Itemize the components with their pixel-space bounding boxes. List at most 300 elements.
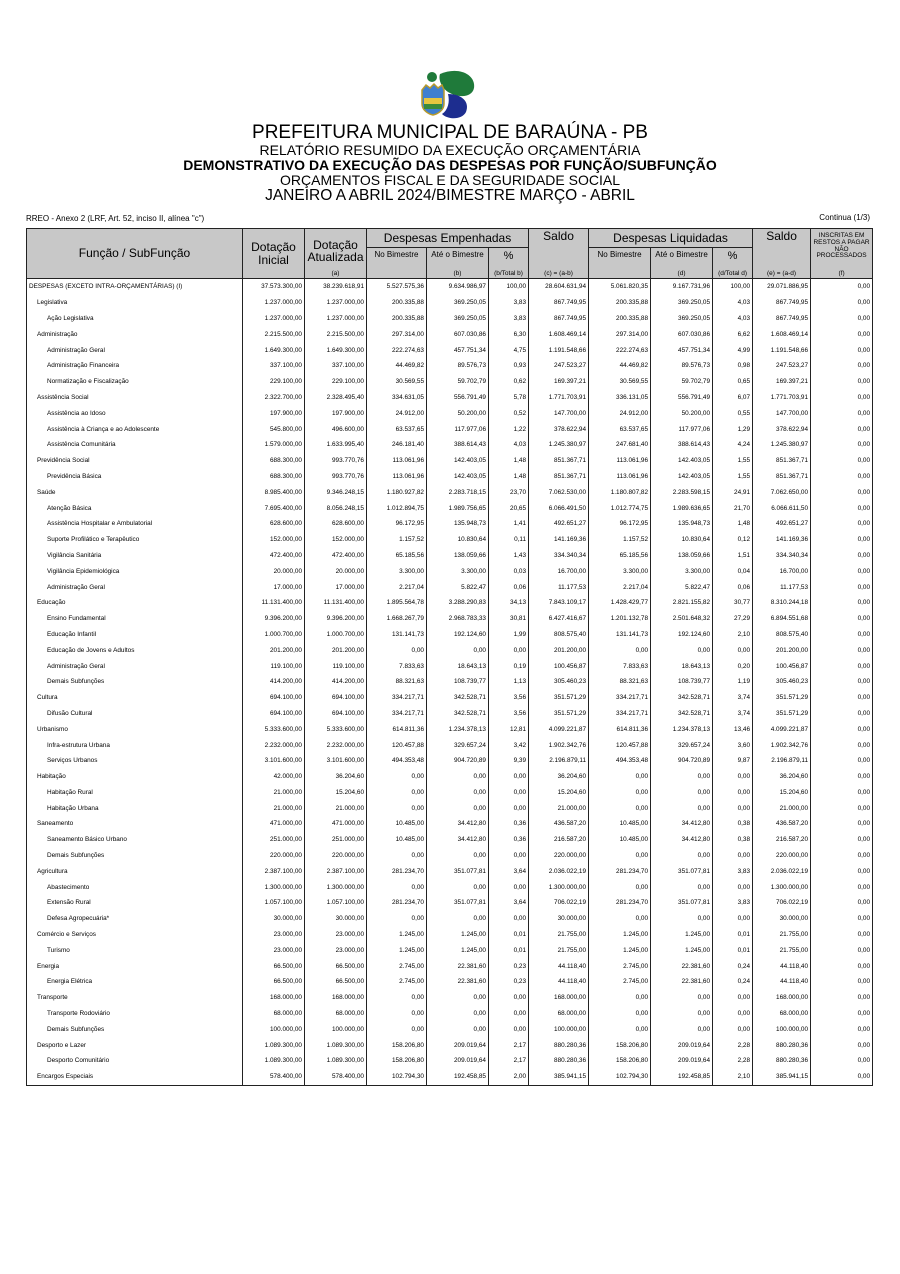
cell-dotacao-atualizada: 628.600,00 [305,516,367,532]
cell-saldo-c: 385.941,15 [529,1069,589,1085]
cell-empenhadas-pct: 0,00 [489,642,529,658]
table-row [27,469,873,485]
cell-empenhadas-no-bimestre: 1.668.267,79 [367,611,427,627]
table-row [27,611,873,627]
cell-liquidadas-no-bimestre: 24.912,00 [589,405,651,421]
cell-dotacao-atualizada: 197.900,00 [305,405,367,421]
cell-empenhadas-ate-bimestre: 342.528,71 [427,706,489,722]
cell-empenhadas-no-bimestre: 281.234,70 [367,863,427,879]
header-despesas-liquidadas: Despesas Liquidadas [589,229,753,248]
cell-saldo-c: 378.622,94 [529,421,589,437]
cell-empenhadas-no-bimestre: 281.234,70 [367,895,427,911]
row-label: Demais Subfunções [27,848,243,864]
cell-empenhadas-ate-bimestre: 10.830,64 [427,532,489,548]
row-label: Ensino Fundamental [27,611,243,627]
cell-liquidadas-pct: 1,19 [713,674,753,690]
cell-inscritas-rp: 0,00 [811,895,873,911]
header-liq-no-bimestre: No Bimestre [589,248,651,265]
cell-saldo-c: 216.587,20 [529,832,589,848]
cell-saldo-c: 36.204,60 [529,769,589,785]
cell-liquidadas-ate-bimestre: 209.019,64 [651,1037,713,1053]
cell-empenhadas-no-bimestre: 0,00 [367,1021,427,1037]
cell-liquidadas-ate-bimestre: 342.528,71 [651,706,713,722]
cell-empenhadas-ate-bimestre: 0,00 [427,1006,489,1022]
cell-empenhadas-no-bimestre: 297.314,00 [367,326,427,342]
cell-dotacao-atualizada: 68.000,00 [305,1006,367,1022]
cell-empenhadas-no-bimestre: 113.061,96 [367,453,427,469]
cell-inscritas-rp: 0,00 [811,990,873,1006]
cell-liquidadas-pct: 0,38 [713,832,753,848]
cell-dotacao-inicial: 688.300,00 [243,453,305,469]
table-row [27,484,873,500]
cell-inscritas-rp: 0,00 [811,548,873,564]
cell-liquidadas-pct: 6,07 [713,390,753,406]
cell-inscritas-rp: 0,00 [811,279,873,295]
cell-liquidadas-ate-bimestre: 351.077,81 [651,863,713,879]
cell-inscritas-rp: 0,00 [811,974,873,990]
cell-empenhadas-no-bimestre: 158.206,80 [367,1037,427,1053]
cell-saldo-c: 100.456,87 [529,658,589,674]
cell-liquidadas-no-bimestre: 200.335,88 [589,295,651,311]
cell-inscritas-rp: 0,00 [811,374,873,390]
cell-empenhadas-no-bimestre: 113.061,96 [367,469,427,485]
cell-inscritas-rp: 0,00 [811,563,873,579]
cell-dotacao-atualizada: 578.400,00 [305,1069,367,1085]
cell-empenhadas-pct: 23,70 [489,484,529,500]
cell-dotacao-inicial: 472.400,00 [243,548,305,564]
header-note-f: (f) [811,264,873,279]
row-label: Administração Geral [27,342,243,358]
cell-liquidadas-pct: 0,00 [713,642,753,658]
table-row [27,563,873,579]
expenses-table [26,228,873,1086]
cell-dotacao-atualizada: 9.396.200,00 [305,611,367,627]
cell-dotacao-inicial: 1.237.000,00 [243,295,305,311]
row-label: Demais Subfunções [27,1021,243,1037]
row-label: Previdência Social [27,453,243,469]
table-row [27,753,873,769]
cell-dotacao-atualizada: 2.328.495,40 [305,390,367,406]
cell-empenhadas-ate-bimestre: 3.288.290,83 [427,595,489,611]
cell-empenhadas-pct: 0,23 [489,974,529,990]
cell-empenhadas-ate-bimestre: 142.403,05 [427,469,489,485]
cell-dotacao-inicial: 3.101.600,00 [243,753,305,769]
cell-saldo-c: 1.771.703,91 [529,390,589,406]
cell-dotacao-inicial: 201.200,00 [243,642,305,658]
cell-empenhadas-pct: 3,83 [489,295,529,311]
cell-saldo-e: 16.700,00 [753,563,811,579]
cell-liquidadas-no-bimestre: 494.353,48 [589,753,651,769]
cell-inscritas-rp: 0,00 [811,453,873,469]
cell-empenhadas-ate-bimestre: 457.751,34 [427,342,489,358]
row-label: Saúde [27,484,243,500]
cell-liquidadas-no-bimestre: 1.245,00 [589,942,651,958]
cell-dotacao-inicial: 30.000,00 [243,911,305,927]
row-label: Assistência Comunitária [27,437,243,453]
cell-liquidadas-no-bimestre: 1.201.132,78 [589,611,651,627]
row-label: Administração Financeira [27,358,243,374]
cell-empenhadas-ate-bimestre: 34.412,80 [427,816,489,832]
cell-empenhadas-no-bimestre: 24.912,00 [367,405,427,421]
cell-saldo-e: 1.771.703,91 [753,390,811,406]
cell-liquidadas-no-bimestre: 0,00 [589,800,651,816]
cell-liquidadas-ate-bimestre: 34.412,80 [651,816,713,832]
cell-dotacao-inicial: 628.600,00 [243,516,305,532]
cell-empenhadas-pct: 0,00 [489,848,529,864]
cell-saldo-e: 100.456,87 [753,658,811,674]
cell-empenhadas-no-bimestre: 65.185,56 [367,548,427,564]
cell-saldo-e: 44.118,40 [753,974,811,990]
cell-saldo-c: 305.460,23 [529,674,589,690]
cell-liquidadas-no-bimestre: 297.314,00 [589,326,651,342]
row-label: Atenção Básica [27,500,243,516]
cell-liquidadas-ate-bimestre: 904.720,89 [651,753,713,769]
table-row [27,405,873,421]
row-label: Administração Geral [27,658,243,674]
cell-liquidadas-ate-bimestre: 0,00 [651,800,713,816]
cell-liquidadas-pct: 3,83 [713,895,753,911]
cell-inscritas-rp: 0,00 [811,516,873,532]
cell-dotacao-atualizada: 100.000,00 [305,1021,367,1037]
table-row [27,737,873,753]
row-label: Urbanismo [27,721,243,737]
cell-empenhadas-pct: 6,30 [489,326,529,342]
cell-dotacao-inicial: 2.232.000,00 [243,737,305,753]
table-row [27,974,873,990]
cell-liquidadas-no-bimestre: 2.745,00 [589,974,651,990]
table-row [27,958,873,974]
table-row [27,326,873,342]
cell-dotacao-atualizada: 30.000,00 [305,911,367,927]
cell-empenhadas-ate-bimestre: 369.250,05 [427,295,489,311]
cell-inscritas-rp: 0,00 [811,848,873,864]
cell-liquidadas-ate-bimestre: 142.403,05 [651,469,713,485]
cell-empenhadas-pct: 1,99 [489,627,529,643]
cell-saldo-c: 68.000,00 [529,1006,589,1022]
cell-saldo-e: 492.651,27 [753,516,811,532]
cell-saldo-e: 378.622,94 [753,421,811,437]
cell-liquidadas-pct: 0,00 [713,911,753,927]
table-row [27,390,873,406]
cell-empenhadas-no-bimestre: 334.217,71 [367,706,427,722]
cell-liquidadas-no-bimestre: 44.469,82 [589,358,651,374]
cell-empenhadas-ate-bimestre: 1.245,00 [427,927,489,943]
cell-empenhadas-no-bimestre: 0,00 [367,642,427,658]
cell-saldo-e: 851.367,71 [753,453,811,469]
cell-saldo-c: 1.191.548,66 [529,342,589,358]
cell-dotacao-inicial: 471.000,00 [243,816,305,832]
table-row [27,942,873,958]
cell-empenhadas-pct: 0,00 [489,879,529,895]
cell-saldo-e: 21.755,00 [753,927,811,943]
cell-saldo-e: 220.000,00 [753,848,811,864]
table-row [27,548,873,564]
table-row [27,437,873,453]
cell-inscritas-rp: 0,00 [811,358,873,374]
cell-saldo-e: 351.571,29 [753,706,811,722]
cell-dotacao-atualizada: 17.000,00 [305,579,367,595]
cell-liquidadas-no-bimestre: 334.217,71 [589,690,651,706]
cell-liquidadas-pct: 100,00 [713,279,753,295]
cell-inscritas-rp: 0,00 [811,421,873,437]
row-label: Suporte Profilático e Terapêutico [27,532,243,548]
cell-empenhadas-pct: 0,62 [489,374,529,390]
table-row [27,769,873,785]
cell-saldo-e: 1.245.380,97 [753,437,811,453]
cell-inscritas-rp: 0,00 [811,405,873,421]
cell-saldo-e: 168.000,00 [753,990,811,1006]
cell-empenhadas-pct: 0,00 [489,785,529,801]
cell-dotacao-inicial: 1.300.000,00 [243,879,305,895]
table-row [27,721,873,737]
cell-saldo-c: 1.902.342,76 [529,737,589,753]
cell-liquidadas-ate-bimestre: 369.250,05 [651,311,713,327]
cell-empenhadas-no-bimestre: 0,00 [367,785,427,801]
row-label: Defesa Agropecuária* [27,911,243,927]
row-label: Habitação [27,769,243,785]
header-funcao: Função / SubFunção [27,229,243,279]
cell-dotacao-inicial: 229.100,00 [243,374,305,390]
cell-liquidadas-pct: 0,12 [713,532,753,548]
cell-empenhadas-pct: 0,00 [489,1021,529,1037]
cell-liquidadas-ate-bimestre: 18.643,13 [651,658,713,674]
cell-saldo-c: 44.118,40 [529,974,589,990]
cell-inscritas-rp: 0,00 [811,785,873,801]
legal-reference: RREO - Anexo 2 (LRF, Art. 52, inciso II, alínea "c") [26,214,205,223]
cell-empenhadas-ate-bimestre: 142.403,05 [427,453,489,469]
cell-inscritas-rp: 0,00 [811,879,873,895]
row-label: Demais Subfunções [27,674,243,690]
cell-liquidadas-no-bimestre: 0,00 [589,1006,651,1022]
cell-empenhadas-ate-bimestre: 9.634.986,97 [427,279,489,295]
cell-empenhadas-ate-bimestre: 369.250,05 [427,311,489,327]
cell-liquidadas-pct: 1,48 [713,516,753,532]
cell-saldo-c: 100.000,00 [529,1021,589,1037]
cell-empenhadas-ate-bimestre: 2.283.718,15 [427,484,489,500]
cell-empenhadas-no-bimestre: 0,00 [367,769,427,785]
table-row [27,627,873,643]
cell-dotacao-atualizada: 1.237.000,00 [305,295,367,311]
cell-empenhadas-pct: 0,01 [489,942,529,958]
cell-liquidadas-no-bimestre: 113.061,96 [589,469,651,485]
cell-dotacao-inicial: 17.000,00 [243,579,305,595]
cell-saldo-c: 141.169,36 [529,532,589,548]
cell-liquidadas-ate-bimestre: 457.751,34 [651,342,713,358]
cell-dotacao-inicial: 66.500,00 [243,958,305,974]
cell-empenhadas-no-bimestre: 2.745,00 [367,974,427,990]
cell-empenhadas-pct: 2,00 [489,1069,529,1085]
cell-liquidadas-pct: 4,99 [713,342,753,358]
cell-liquidadas-pct: 0,00 [713,785,753,801]
cell-saldo-e: 6.894.551,68 [753,611,811,627]
cell-saldo-c: 334.340,34 [529,548,589,564]
cell-inscritas-rp: 0,00 [811,532,873,548]
cell-saldo-e: 11.177,53 [753,579,811,595]
cell-empenhadas-no-bimestre: 1.895.564,78 [367,595,427,611]
cell-dotacao-atualizada: 119.100,00 [305,658,367,674]
cell-dotacao-inicial: 21.000,00 [243,785,305,801]
cell-empenhadas-no-bimestre: 494.353,48 [367,753,427,769]
cell-inscritas-rp: 0,00 [811,1021,873,1037]
cell-dotacao-atualizada: 20.000,00 [305,563,367,579]
cell-empenhadas-no-bimestre: 2.217,04 [367,579,427,595]
cell-liquidadas-no-bimestre: 0,00 [589,911,651,927]
row-label: Administração [27,326,243,342]
cell-saldo-c: 201.200,00 [529,642,589,658]
cell-empenhadas-no-bimestre: 200.335,88 [367,295,427,311]
cell-liquidadas-pct: 0,00 [713,769,753,785]
cell-empenhadas-ate-bimestre: 192.124,60 [427,627,489,643]
cell-empenhadas-ate-bimestre: 1.245,00 [427,942,489,958]
header-note-b: (b) [427,264,489,279]
row-label: Ação Legislativa [27,311,243,327]
cell-dotacao-atualizada: 1.237.000,00 [305,311,367,327]
row-label: Vigilância Sanitária [27,548,243,564]
header-liq-pct: % [713,248,753,265]
cell-liquidadas-ate-bimestre: 1.234.378,13 [651,721,713,737]
row-label: Educação Infantil [27,627,243,643]
cell-saldo-c: 30.000,00 [529,911,589,927]
cell-dotacao-atualizada: 2.387.100,00 [305,863,367,879]
cell-dotacao-inicial: 21.000,00 [243,800,305,816]
table-row [27,500,873,516]
cell-liquidadas-ate-bimestre: 9.167.731,96 [651,279,713,295]
cell-empenhadas-ate-bimestre: 342.528,71 [427,690,489,706]
header-saldo-e: Saldo [753,229,811,265]
cell-liquidadas-no-bimestre: 614.811,36 [589,721,651,737]
cell-empenhadas-ate-bimestre: 607.030,86 [427,326,489,342]
row-label: Extensão Rural [27,895,243,911]
cell-saldo-e: 100.000,00 [753,1021,811,1037]
cell-empenhadas-pct: 1,22 [489,421,529,437]
cell-liquidadas-no-bimestre: 281.234,70 [589,895,651,911]
row-label: Desporto e Lazer [27,1037,243,1053]
cell-dotacao-atualizada: 2.215.500,00 [305,326,367,342]
cell-dotacao-inicial: 1.000.700,00 [243,627,305,643]
cell-empenhadas-ate-bimestre: 209.019,64 [427,1053,489,1069]
cell-liquidadas-pct: 0,00 [713,1021,753,1037]
cell-saldo-e: 7.062.650,00 [753,484,811,500]
cell-dotacao-inicial: 1.649.300,00 [243,342,305,358]
cell-liquidadas-no-bimestre: 120.457,88 [589,737,651,753]
cell-liquidadas-pct: 13,46 [713,721,753,737]
cell-liquidadas-no-bimestre: 336.131,05 [589,390,651,406]
cell-saldo-e: 36.204,60 [753,769,811,785]
cell-saldo-c: 880.280,36 [529,1037,589,1053]
cell-empenhadas-no-bimestre: 63.537,65 [367,421,427,437]
cell-saldo-e: 867.749,95 [753,295,811,311]
cell-empenhadas-no-bimestre: 1.157,52 [367,532,427,548]
cell-empenhadas-ate-bimestre: 329.657,24 [427,737,489,753]
table-row [27,453,873,469]
cell-saldo-e: 216.587,20 [753,832,811,848]
cell-saldo-e: 29.071.886,95 [753,279,811,295]
table-row [27,358,873,374]
cell-saldo-e: 68.000,00 [753,1006,811,1022]
cell-liquidadas-no-bimestre: 334.217,71 [589,706,651,722]
cell-saldo-e: 2.196.879,11 [753,753,811,769]
table-row [27,1069,873,1085]
row-label: Legislativa [27,295,243,311]
cell-liquidadas-pct: 30,77 [713,595,753,611]
cell-empenhadas-ate-bimestre: 3.300,00 [427,563,489,579]
cell-saldo-c: 706.022,19 [529,895,589,911]
cell-saldo-e: 1.902.342,76 [753,737,811,753]
cell-empenhadas-ate-bimestre: 556.791,49 [427,390,489,406]
cell-dotacao-atualizada: 472.400,00 [305,548,367,564]
cell-liquidadas-pct: 0,24 [713,974,753,990]
cell-empenhadas-ate-bimestre: 0,00 [427,769,489,785]
cell-liquidadas-pct: 0,38 [713,816,753,832]
cell-liquidadas-pct: 2,28 [713,1053,753,1069]
cell-saldo-e: 6.066.611,50 [753,500,811,516]
table-row [27,1037,873,1053]
cell-liquidadas-pct: 2,28 [713,1037,753,1053]
cell-liquidadas-ate-bimestre: 607.030,86 [651,326,713,342]
cell-inscritas-rp: 0,00 [811,721,873,737]
cell-liquidadas-ate-bimestre: 209.019,64 [651,1053,713,1069]
cell-liquidadas-ate-bimestre: 0,00 [651,642,713,658]
cell-liquidadas-no-bimestre: 3.300,00 [589,563,651,579]
cell-liquidadas-ate-bimestre: 142.403,05 [651,453,713,469]
cell-liquidadas-ate-bimestre: 2.501.648,32 [651,611,713,627]
cell-dotacao-inicial: 545.800,00 [243,421,305,437]
cell-inscritas-rp: 0,00 [811,1006,873,1022]
cell-liquidadas-no-bimestre: 158.206,80 [589,1053,651,1069]
cell-saldo-e: 1.300.000,00 [753,879,811,895]
cell-empenhadas-no-bimestre: 2.745,00 [367,958,427,974]
row-label: Energia Elétrica [27,974,243,990]
cell-empenhadas-no-bimestre: 120.457,88 [367,737,427,753]
cell-empenhadas-no-bimestre: 102.794,30 [367,1069,427,1085]
cell-dotacao-inicial: 168.000,00 [243,990,305,1006]
row-label: Energia [27,958,243,974]
header-note-d-total: (d/Total d) [713,264,753,279]
cell-empenhadas-pct: 0,36 [489,816,529,832]
cell-saldo-e: 247.523,27 [753,358,811,374]
cell-empenhadas-ate-bimestre: 388.614,43 [427,437,489,453]
cell-liquidadas-pct: 1,55 [713,453,753,469]
cell-dotacao-inicial: 119.100,00 [243,658,305,674]
cell-saldo-c: 1.608.469,14 [529,326,589,342]
cell-liquidadas-ate-bimestre: 1.245,00 [651,927,713,943]
cell-liquidadas-pct: 0,20 [713,658,753,674]
row-label: DESPESAS (EXCETO INTRA-ORÇAMENTÁRIAS) (I) [27,279,243,295]
cell-saldo-c: 147.700,00 [529,405,589,421]
table-row [27,1053,873,1069]
cell-liquidadas-pct: 21,70 [713,500,753,516]
cell-empenhadas-ate-bimestre: 108.739,77 [427,674,489,690]
cell-liquidadas-ate-bimestre: 369.250,05 [651,295,713,311]
cell-liquidadas-no-bimestre: 5.061.820,35 [589,279,651,295]
cell-empenhadas-ate-bimestre: 50.200,00 [427,405,489,421]
cell-liquidadas-ate-bimestre: 22.381,60 [651,974,713,990]
cell-liquidadas-ate-bimestre: 2.283.598,15 [651,484,713,500]
cell-empenhadas-ate-bimestre: 89.576,73 [427,358,489,374]
cell-inscritas-rp: 0,00 [811,595,873,611]
cell-saldo-e: 436.587,20 [753,816,811,832]
row-label: Encargos Especiais [27,1069,243,1085]
cell-saldo-e: 8.310.244,18 [753,595,811,611]
cell-empenhadas-no-bimestre: 10.485,00 [367,832,427,848]
cell-dotacao-atualizada: 36.204,60 [305,769,367,785]
table-row [27,863,873,879]
cell-liquidadas-pct: 0,06 [713,579,753,595]
table-row [27,674,873,690]
row-label: Turismo [27,942,243,958]
cell-dotacao-atualizada: 229.100,00 [305,374,367,390]
cell-liquidadas-ate-bimestre: 135.948,73 [651,516,713,532]
